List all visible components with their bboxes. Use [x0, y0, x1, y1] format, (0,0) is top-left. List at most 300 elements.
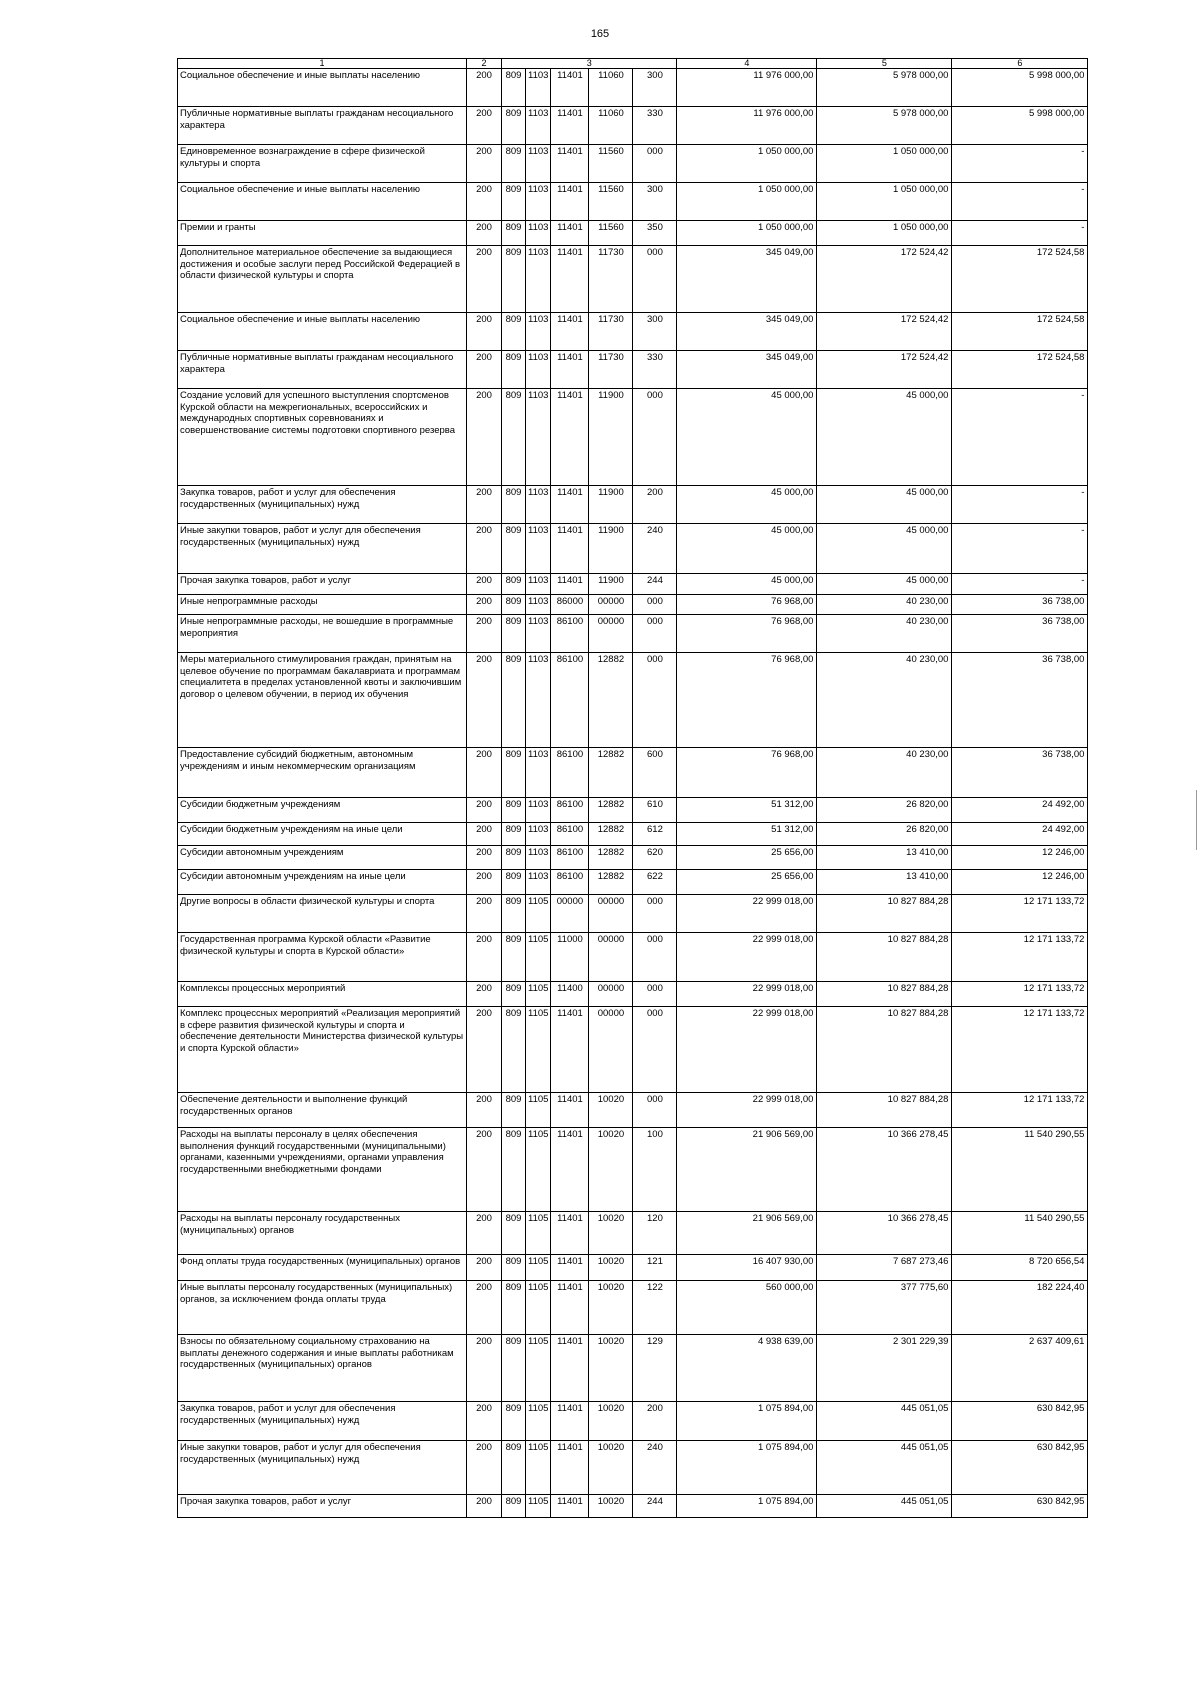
expense-type-code: 200: [633, 486, 677, 524]
admin-code: 809: [502, 823, 526, 846]
amount-plan: 1 075 894,00: [677, 1441, 817, 1495]
admin-code: 809: [502, 1402, 526, 1441]
program-code: 11401: [551, 351, 589, 389]
admin-code: 809: [502, 1255, 526, 1281]
admin-code: 809: [502, 145, 526, 183]
admin-code: 809: [502, 1128, 526, 1212]
amount-executed: 5 978 000,00: [817, 107, 952, 145]
amount-executed: 5 978 000,00: [817, 69, 952, 107]
column-2-code: 200: [467, 486, 502, 524]
amount-executed: 445 051,05: [817, 1441, 952, 1495]
table-row: [178, 69, 1088, 107]
amount-plan: 25 656,00: [677, 846, 817, 870]
row-name: Другие вопросы в области физической культуры и спорта: [178, 895, 467, 933]
amount-executed: 377 775,60: [817, 1281, 952, 1335]
admin-code: 809: [502, 870, 526, 895]
column-header: 2: [467, 59, 502, 69]
amount-executed: 172 524,42: [817, 246, 952, 313]
table-row: [178, 895, 1088, 933]
amount-remaining: 5 998 000,00: [952, 107, 1088, 145]
admin-code: 809: [502, 1093, 526, 1128]
column-2-code: 200: [467, 313, 502, 351]
section-code: 1103: [526, 389, 551, 486]
amount-remaining: -: [952, 221, 1088, 246]
admin-code: 809: [502, 107, 526, 145]
row-name: Субсидии бюджетным учреждениям на иные цели: [178, 823, 467, 846]
amount-remaining: 5 998 000,00: [952, 69, 1088, 107]
admin-code: 809: [502, 221, 526, 246]
expense-type-code: 240: [633, 1441, 677, 1495]
amount-remaining: 172 524,58: [952, 313, 1088, 351]
expense-type-code: 244: [633, 1495, 677, 1518]
table-row: [178, 933, 1088, 982]
amount-executed: 45 000,00: [817, 524, 952, 574]
expense-type-code: 600: [633, 748, 677, 798]
direction-code: 00000: [589, 615, 633, 653]
amount-executed: 10 827 884,28: [817, 933, 952, 982]
column-2-code: 200: [467, 246, 502, 313]
amount-plan: 11 976 000,00: [677, 69, 817, 107]
amount-plan: 25 656,00: [677, 870, 817, 895]
admin-code: 809: [502, 1007, 526, 1093]
program-code: 86100: [551, 823, 589, 846]
admin-code: 809: [502, 798, 526, 823]
amount-plan: 1 075 894,00: [677, 1495, 817, 1518]
program-code: 11401: [551, 313, 589, 351]
expense-type-code: 121: [633, 1255, 677, 1281]
program-code: 86000: [551, 595, 589, 615]
amount-plan: 4 938 639,00: [677, 1335, 817, 1402]
amount-remaining: 11 540 290,55: [952, 1128, 1088, 1212]
row-name: Закупка товаров, работ и услуг для обеспечения государственных (муниципальных) нужд: [178, 486, 467, 524]
row-name: Субсидии автономным учреждениям на иные цели: [178, 870, 467, 895]
column-2-code: 200: [467, 145, 502, 183]
program-code: 11401: [551, 246, 589, 313]
expense-type-code: 330: [633, 351, 677, 389]
table-row: [178, 595, 1088, 615]
expense-type-code: 000: [633, 933, 677, 982]
amount-executed: 26 820,00: [817, 823, 952, 846]
table-row: [178, 1255, 1088, 1281]
column-2-code: 200: [467, 653, 502, 748]
amount-plan: 345 049,00: [677, 246, 817, 313]
amount-executed: 40 230,00: [817, 748, 952, 798]
amount-executed: 10 827 884,28: [817, 895, 952, 933]
column-header: 6: [952, 59, 1088, 69]
table-row: [178, 183, 1088, 221]
direction-code: 12882: [589, 846, 633, 870]
row-name: Субсидии бюджетным учреждениям: [178, 798, 467, 823]
amount-executed: 1 050 000,00: [817, 183, 952, 221]
column-2-code: 200: [467, 933, 502, 982]
program-code: 11401: [551, 1093, 589, 1128]
section-code: 1103: [526, 486, 551, 524]
table-row: [178, 574, 1088, 595]
amount-executed: 10 827 884,28: [817, 982, 952, 1007]
amount-remaining: 8 720 656,54: [952, 1255, 1088, 1281]
column-2-code: 200: [467, 798, 502, 823]
amount-remaining: 12 171 133,72: [952, 895, 1088, 933]
table-row: [178, 1007, 1088, 1093]
row-name: Расходы на выплаты персоналу в целях обеспечения выполнения функций государственными (муниципальными) органами, казенными учреждениями, органами управления государственными внебюджетными фондами: [178, 1128, 467, 1212]
direction-code: 11560: [589, 183, 633, 221]
row-name: Дополнительное материальное обеспечение за выдающиеся достижения и особые заслуги перед Российской Федерацией в области физической культуры и спорта: [178, 246, 467, 313]
amount-remaining: 2 637 409,61: [952, 1335, 1088, 1402]
admin-code: 809: [502, 748, 526, 798]
direction-code: 00000: [589, 982, 633, 1007]
expense-type-code: 244: [633, 574, 677, 595]
column-2-code: 200: [467, 1495, 502, 1518]
amount-remaining: -: [952, 389, 1088, 486]
admin-code: 809: [502, 389, 526, 486]
table-row: [178, 145, 1088, 183]
column-2-code: 200: [467, 1281, 502, 1335]
row-name: Субсидии автономным учреждениям: [178, 846, 467, 870]
amount-remaining: 12 171 133,72: [952, 1007, 1088, 1093]
amount-remaining: 630 842,95: [952, 1495, 1088, 1518]
amount-executed: 40 230,00: [817, 653, 952, 748]
column-2-code: 200: [467, 107, 502, 145]
admin-code: 809: [502, 1441, 526, 1495]
section-code: 1103: [526, 145, 551, 183]
amount-executed: 445 051,05: [817, 1495, 952, 1518]
expense-type-code: 000: [633, 595, 677, 615]
table-row: [178, 351, 1088, 389]
amount-executed: 40 230,00: [817, 615, 952, 653]
column-2-code: 200: [467, 895, 502, 933]
column-2-code: 200: [467, 221, 502, 246]
page-number: 165: [590, 28, 610, 40]
table-header-row: [178, 59, 1088, 69]
section-code: 1105: [526, 1402, 551, 1441]
section-code: 1103: [526, 351, 551, 389]
amount-remaining: 630 842,95: [952, 1441, 1088, 1495]
direction-code: 11730: [589, 246, 633, 313]
program-code: 86100: [551, 846, 589, 870]
column-2-code: 200: [467, 1441, 502, 1495]
section-code: 1105: [526, 1212, 551, 1255]
table-row: [178, 221, 1088, 246]
table-body: [178, 59, 1088, 1518]
expense-type-code: 200: [633, 1402, 677, 1441]
amount-remaining: 11 540 290,55: [952, 1212, 1088, 1255]
amount-plan: 560 000,00: [677, 1281, 817, 1335]
row-name: Иные выплаты персоналу государственных (муниципальных) органов, за исключением фонда оплаты труда: [178, 1281, 467, 1335]
program-code: 00000: [551, 895, 589, 933]
section-code: 1103: [526, 246, 551, 313]
table-row: [178, 1495, 1088, 1518]
section-code: 1103: [526, 823, 551, 846]
amount-executed: 10 366 278,45: [817, 1212, 952, 1255]
table-row: [178, 1212, 1088, 1255]
amount-plan: 76 968,00: [677, 653, 817, 748]
table-row: [178, 870, 1088, 895]
expense-type-code: 000: [633, 615, 677, 653]
program-code: 11401: [551, 1007, 589, 1093]
column-header: 3: [502, 59, 677, 69]
direction-code: 10020: [589, 1255, 633, 1281]
amount-executed: 40 230,00: [817, 595, 952, 615]
amount-remaining: -: [952, 145, 1088, 183]
table-row: [178, 389, 1088, 486]
expense-type-code: 620: [633, 846, 677, 870]
amount-plan: 45 000,00: [677, 524, 817, 574]
section-code: 1105: [526, 933, 551, 982]
expense-type-code: 000: [633, 389, 677, 486]
direction-code: 11900: [589, 486, 633, 524]
section-code: 1105: [526, 895, 551, 933]
row-name: Социальное обеспечение и иные выплаты населению: [178, 183, 467, 221]
section-code: 1103: [526, 870, 551, 895]
row-name: Публичные нормативные выплаты гражданам несоциального характера: [178, 107, 467, 145]
direction-code: 12882: [589, 798, 633, 823]
section-code: 1105: [526, 982, 551, 1007]
amount-remaining: 36 738,00: [952, 615, 1088, 653]
amount-executed: 10 366 278,45: [817, 1128, 952, 1212]
column-2-code: 200: [467, 389, 502, 486]
expense-type-code: 000: [633, 895, 677, 933]
amount-plan: 22 999 018,00: [677, 1093, 817, 1128]
program-code: 11401: [551, 486, 589, 524]
program-code: 11000: [551, 933, 589, 982]
table-row: [178, 1128, 1088, 1212]
direction-code: 10020: [589, 1441, 633, 1495]
row-name: Комплекс процессных мероприятий «Реализация мероприятий в сфере развития физической культуры и спорта и обеспечение деятельности Министерства физической культуры и спорта Курской области»: [178, 1007, 467, 1093]
amount-remaining: -: [952, 574, 1088, 595]
program-code: 11401: [551, 107, 589, 145]
row-name: Взносы по обязательному социальному страхованию на выплаты денежного содержания и иные выплаты работникам государственных (муниципальных) органов: [178, 1335, 467, 1402]
expense-type-code: 000: [633, 246, 677, 313]
direction-code: 12882: [589, 870, 633, 895]
amount-plan: 1 050 000,00: [677, 221, 817, 246]
admin-code: 809: [502, 615, 526, 653]
row-name: Иные непрограммные расходы: [178, 595, 467, 615]
direction-code: 11560: [589, 221, 633, 246]
admin-code: 809: [502, 486, 526, 524]
table-row: [178, 1093, 1088, 1128]
amount-executed: 445 051,05: [817, 1402, 952, 1441]
section-code: 1105: [526, 1093, 551, 1128]
amount-executed: 13 410,00: [817, 870, 952, 895]
section-code: 1105: [526, 1281, 551, 1335]
column-2-code: 200: [467, 1093, 502, 1128]
program-code: 11401: [551, 145, 589, 183]
budget-table: [177, 58, 1088, 1518]
row-name: Создание условий для успешного выступления спортсменов Курской области на межрегиональных, всероссийских и международных спортивных соревнованиях и совершенствование системы подготовки спортивного резерва: [178, 389, 467, 486]
section-code: 1105: [526, 1255, 551, 1281]
admin-code: 809: [502, 846, 526, 870]
row-name: Социальное обеспечение и иные выплаты населению: [178, 313, 467, 351]
column-header: 5: [817, 59, 952, 69]
amount-remaining: 182 224,40: [952, 1281, 1088, 1335]
expense-type-code: 330: [633, 107, 677, 145]
amount-remaining: 24 492,00: [952, 798, 1088, 823]
amount-remaining: 12 171 133,72: [952, 982, 1088, 1007]
column-2-code: 200: [467, 1212, 502, 1255]
section-code: 1103: [526, 653, 551, 748]
expense-type-code: 612: [633, 823, 677, 846]
admin-code: 809: [502, 1335, 526, 1402]
column-2-code: 200: [467, 1007, 502, 1093]
table-row: [178, 246, 1088, 313]
column-2-code: 200: [467, 524, 502, 574]
column-2-code: 200: [467, 69, 502, 107]
amount-remaining: 12 171 133,72: [952, 1093, 1088, 1128]
section-code: 1105: [526, 1128, 551, 1212]
direction-code: 10020: [589, 1093, 633, 1128]
section-code: 1103: [526, 524, 551, 574]
direction-code: 11900: [589, 524, 633, 574]
row-name: Расходы на выплаты персоналу государственных (муниципальных) органов: [178, 1212, 467, 1255]
amount-plan: 22 999 018,00: [677, 933, 817, 982]
expense-type-code: 622: [633, 870, 677, 895]
direction-code: 11560: [589, 145, 633, 183]
direction-code: 10020: [589, 1128, 633, 1212]
program-code: 11401: [551, 574, 589, 595]
section-code: 1103: [526, 574, 551, 595]
column-2-code: 200: [467, 748, 502, 798]
amount-plan: 22 999 018,00: [677, 895, 817, 933]
amount-plan: 51 312,00: [677, 798, 817, 823]
column-2-code: 200: [467, 615, 502, 653]
program-code: 11401: [551, 1441, 589, 1495]
direction-code: 11060: [589, 107, 633, 145]
row-name: Государственная программа Курской области «Развитие физической культуры и спорта в Курской области»: [178, 933, 467, 982]
amount-plan: 51 312,00: [677, 823, 817, 846]
program-code: 11401: [551, 389, 589, 486]
table-row: [178, 524, 1088, 574]
section-code: 1103: [526, 615, 551, 653]
table-row: [178, 823, 1088, 846]
admin-code: 809: [502, 1212, 526, 1255]
direction-code: 00000: [589, 895, 633, 933]
direction-code: 11900: [589, 574, 633, 595]
row-name: Премии и гранты: [178, 221, 467, 246]
expense-type-code: 120: [633, 1212, 677, 1255]
direction-code: 12882: [589, 653, 633, 748]
expense-type-code: 350: [633, 221, 677, 246]
table-row: [178, 748, 1088, 798]
amount-executed: 13 410,00: [817, 846, 952, 870]
section-code: 1105: [526, 1335, 551, 1402]
amount-executed: 45 000,00: [817, 486, 952, 524]
direction-code: 10020: [589, 1495, 633, 1518]
direction-code: 11730: [589, 313, 633, 351]
section-code: 1105: [526, 1007, 551, 1093]
row-name: Предоставление субсидий бюджетным, автономным учреждениям и иным некоммерческим организациям: [178, 748, 467, 798]
program-code: 86100: [551, 870, 589, 895]
program-code: 11401: [551, 221, 589, 246]
column-2-code: 200: [467, 1402, 502, 1441]
amount-remaining: 12 246,00: [952, 870, 1088, 895]
amount-remaining: 172 524,58: [952, 246, 1088, 313]
admin-code: 809: [502, 69, 526, 107]
amount-plan: 11 976 000,00: [677, 107, 817, 145]
section-code: 1105: [526, 1495, 551, 1518]
expense-type-code: 100: [633, 1128, 677, 1212]
expense-type-code: 610: [633, 798, 677, 823]
admin-code: 809: [502, 595, 526, 615]
amount-plan: 76 968,00: [677, 748, 817, 798]
expense-type-code: 000: [633, 1093, 677, 1128]
section-code: 1103: [526, 748, 551, 798]
amount-remaining: -: [952, 524, 1088, 574]
direction-code: 12882: [589, 823, 633, 846]
section-code: 1105: [526, 1441, 551, 1495]
amount-executed: 172 524,42: [817, 351, 952, 389]
direction-code: 11900: [589, 389, 633, 486]
amount-plan: 345 049,00: [677, 313, 817, 351]
column-2-code: 200: [467, 595, 502, 615]
amount-remaining: 36 738,00: [952, 653, 1088, 748]
row-name: Единовременное вознаграждение в сфере физической культуры и спорта: [178, 145, 467, 183]
program-code: 11401: [551, 1335, 589, 1402]
amount-remaining: 36 738,00: [952, 748, 1088, 798]
expense-type-code: 240: [633, 524, 677, 574]
admin-code: 809: [502, 982, 526, 1007]
amount-executed: 172 524,42: [817, 313, 952, 351]
program-code: 86100: [551, 653, 589, 748]
direction-code: 00000: [589, 933, 633, 982]
column-header: 1: [178, 59, 467, 69]
column-2-code: 200: [467, 1335, 502, 1402]
row-name: Комплексы процессных мероприятий: [178, 982, 467, 1007]
admin-code: 809: [502, 653, 526, 748]
amount-executed: 1 050 000,00: [817, 221, 952, 246]
section-code: 1103: [526, 846, 551, 870]
row-name: Публичные нормативные выплаты гражданам несоциального характера: [178, 351, 467, 389]
expense-type-code: 129: [633, 1335, 677, 1402]
row-name: Иные непрограммные расходы, не вошедшие в программные мероприятия: [178, 615, 467, 653]
amount-plan: 345 049,00: [677, 351, 817, 389]
program-code: 11401: [551, 1255, 589, 1281]
amount-plan: 1 050 000,00: [677, 183, 817, 221]
table-row: [178, 1335, 1088, 1402]
table-row: [178, 1281, 1088, 1335]
expense-type-code: 000: [633, 653, 677, 748]
section-code: 1103: [526, 595, 551, 615]
scan-edge-mark: [1196, 790, 1197, 850]
expense-type-code: 122: [633, 1281, 677, 1335]
column-2-code: 200: [467, 823, 502, 846]
admin-code: 809: [502, 1495, 526, 1518]
amount-plan: 21 906 569,00: [677, 1128, 817, 1212]
amount-plan: 1 075 894,00: [677, 1402, 817, 1441]
admin-code: 809: [502, 895, 526, 933]
amount-remaining: 24 492,00: [952, 823, 1088, 846]
program-code: 11401: [551, 524, 589, 574]
table-row: [178, 107, 1088, 145]
table-row: [178, 486, 1088, 524]
column-2-code: 200: [467, 982, 502, 1007]
amount-plan: 21 906 569,00: [677, 1212, 817, 1255]
program-code: 11401: [551, 1128, 589, 1212]
program-code: 86100: [551, 798, 589, 823]
section-code: 1103: [526, 69, 551, 107]
amount-remaining: 12 246,00: [952, 846, 1088, 870]
amount-plan: 22 999 018,00: [677, 982, 817, 1007]
direction-code: 10020: [589, 1212, 633, 1255]
expense-type-code: 000: [633, 145, 677, 183]
amount-plan: 76 968,00: [677, 595, 817, 615]
admin-code: 809: [502, 1281, 526, 1335]
row-name: Иные закупки товаров, работ и услуг для обеспечения государственных (муниципальных) нужд: [178, 1441, 467, 1495]
admin-code: 809: [502, 574, 526, 595]
program-code: 11401: [551, 1402, 589, 1441]
row-name: Обеспечение деятельности и выполнение функций государственных органов: [178, 1093, 467, 1128]
amount-executed: 7 687 273,46: [817, 1255, 952, 1281]
column-2-code: 200: [467, 1128, 502, 1212]
